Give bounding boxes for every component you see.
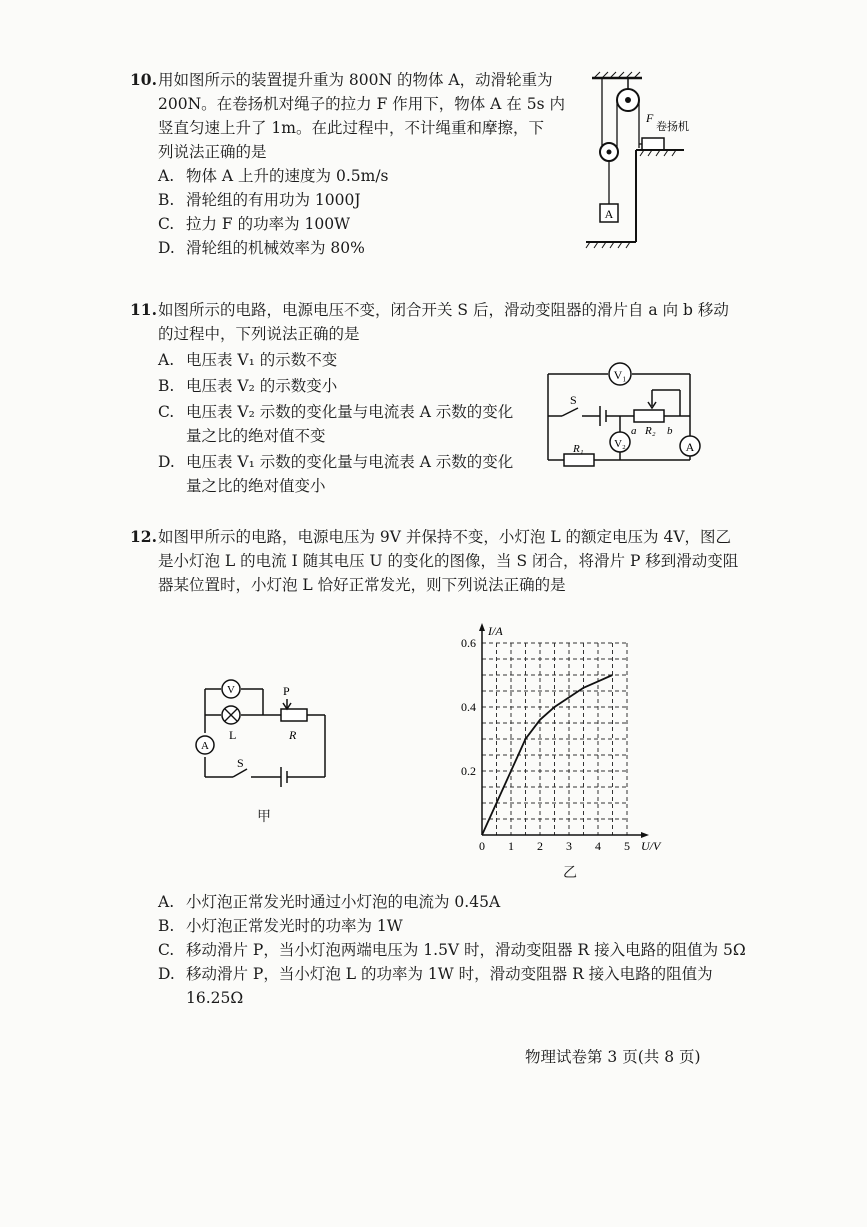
option-d[interactable]: D. 移动滑片 P，当小灯泡 L 的功率为 1W 时，滑动变阻器 R 接入电路的阻值为 xyxy=(158,965,713,983)
svg-text:V₁: V₁ xyxy=(613,368,627,382)
svg-text:V: V xyxy=(227,684,235,696)
option-d[interactable]: D. 电压表 V₁ 示数的变化量与电流表 A 示数的变化 xyxy=(158,453,514,471)
slider-p-label: P xyxy=(283,684,290,698)
question-text-line: 200N。在卷扬机对绳子的拉力 F 作用下，物体 A 在 5s 内 xyxy=(158,95,565,113)
question-text-line: 如图所示的电路，电源电压不变，闭合开关 S 后，滑动变阻器的滑片自 a 向 b 移动 xyxy=(158,301,729,319)
winch-label: 卷扬机 xyxy=(656,121,689,133)
svg-text:V₂: V₂ xyxy=(614,438,626,450)
option-c[interactable]: C. 拉力 F 的功率为 100W xyxy=(158,215,351,233)
question-number: 12. xyxy=(130,527,157,546)
x-tick-label: 3 xyxy=(566,839,572,850)
option-d-continued: 量之比的绝对值变小 xyxy=(186,477,326,495)
figure-caption-jia: 甲 xyxy=(257,809,271,825)
x-tick-label: 2 xyxy=(537,839,543,850)
question-text-line: 用如图所示的装置提升重为 800N 的物体 A，动滑轮重为 xyxy=(158,71,553,89)
svg-text:A: A xyxy=(685,440,695,454)
force-label: F xyxy=(646,111,654,125)
question-text-line: 列说法正确的是 xyxy=(158,143,267,161)
question-text-line: 竖直匀速上升了 1m。在此过程中，不计绳重和摩擦，下 xyxy=(158,119,544,137)
question-text-line: 如图甲所示的电路，电源电压为 9V 并保持不变，小灯泡 L 的额定电压为 4V，图乙 xyxy=(158,528,732,546)
pulley-figure xyxy=(580,70,690,250)
question-number: 10. xyxy=(130,70,157,89)
slider-end-b: b xyxy=(667,425,673,437)
x-axis-label: U/V xyxy=(641,839,661,850)
winch xyxy=(642,138,664,150)
option-a[interactable]: A. 物体 A 上升的速度为 0.5m/s xyxy=(158,167,389,185)
question-12 xyxy=(130,525,750,597)
rheostat-r-label: R xyxy=(289,728,297,742)
circuit-figure-11 xyxy=(540,360,710,472)
y-tick-label: 0.6 xyxy=(461,636,476,650)
y-axis-arrow xyxy=(479,623,485,631)
option-b[interactable]: B. 滑轮组的有用功为 1000J xyxy=(158,191,361,209)
resistor-r1-label: R₁ xyxy=(573,443,584,455)
slider-end-a: a xyxy=(631,425,637,437)
question-text-line: 的过程中，下列说法正确的是 xyxy=(158,325,360,343)
x-tick-label: 1 xyxy=(508,839,514,850)
switch-label: S xyxy=(570,393,577,407)
y-tick-label: 0.4 xyxy=(461,700,476,714)
question-12-options xyxy=(158,890,758,1010)
rheostat-r2-label: R₂ xyxy=(645,425,656,437)
switch-label: S xyxy=(237,756,244,770)
y-axis-label: I/A xyxy=(488,624,503,638)
x-tick-label: 4 xyxy=(595,839,601,850)
question-text-line: 是小灯泡 L 的电流 I 随其电压 U 的变化的图像，当 S 闭合，将滑片 P 移到滑动变阻 xyxy=(158,552,739,570)
question-text-line: 器某位置时，小灯泡 L 恰好正常发光，则下列说法正确的是 xyxy=(158,576,566,594)
circuit-figure-jia xyxy=(185,675,335,825)
option-a[interactable]: A. 小灯泡正常发光时通过小灯泡的电流为 0.45A xyxy=(158,893,501,911)
question-10 xyxy=(130,68,570,260)
option-c[interactable]: C. 移动滑片 P，当小灯泡两端电压为 1.5V 时，滑动变阻器 R 接入电路的阻值为 5Ω xyxy=(158,941,746,959)
option-c-continued: 量之比的绝对值不变 xyxy=(186,427,326,445)
option-d-continued: 16.25Ω xyxy=(186,989,244,1007)
x-axis-arrow xyxy=(641,832,649,838)
page-footer: 物理试卷第 3 页(共 8 页) xyxy=(525,1048,701,1066)
iu-graph xyxy=(440,615,680,850)
lamp-label: L xyxy=(229,728,237,742)
figure-caption-yi: 乙 xyxy=(563,865,577,881)
option-d[interactable]: D. 滑轮组的机械效率为 80% xyxy=(158,239,365,257)
option-b[interactable]: B. 电压表 V₂ 的示数变小 xyxy=(158,377,338,395)
option-a[interactable]: A. 电压表 V₁ 的示数不变 xyxy=(158,351,338,369)
x-tick-label: 5 xyxy=(624,839,630,850)
option-b[interactable]: B. 小灯泡正常发光时的功率为 1W xyxy=(158,917,403,935)
option-c[interactable]: C. 电压表 V₂ 示数的变化量与电流表 A 示数的变化 xyxy=(158,403,514,421)
y-tick-label: 0.2 xyxy=(461,764,476,778)
question-number: 11. xyxy=(130,300,157,319)
x-tick-label: 0 xyxy=(479,839,485,850)
svg-text:A: A xyxy=(201,740,209,752)
svg-text:A: A xyxy=(604,207,614,221)
